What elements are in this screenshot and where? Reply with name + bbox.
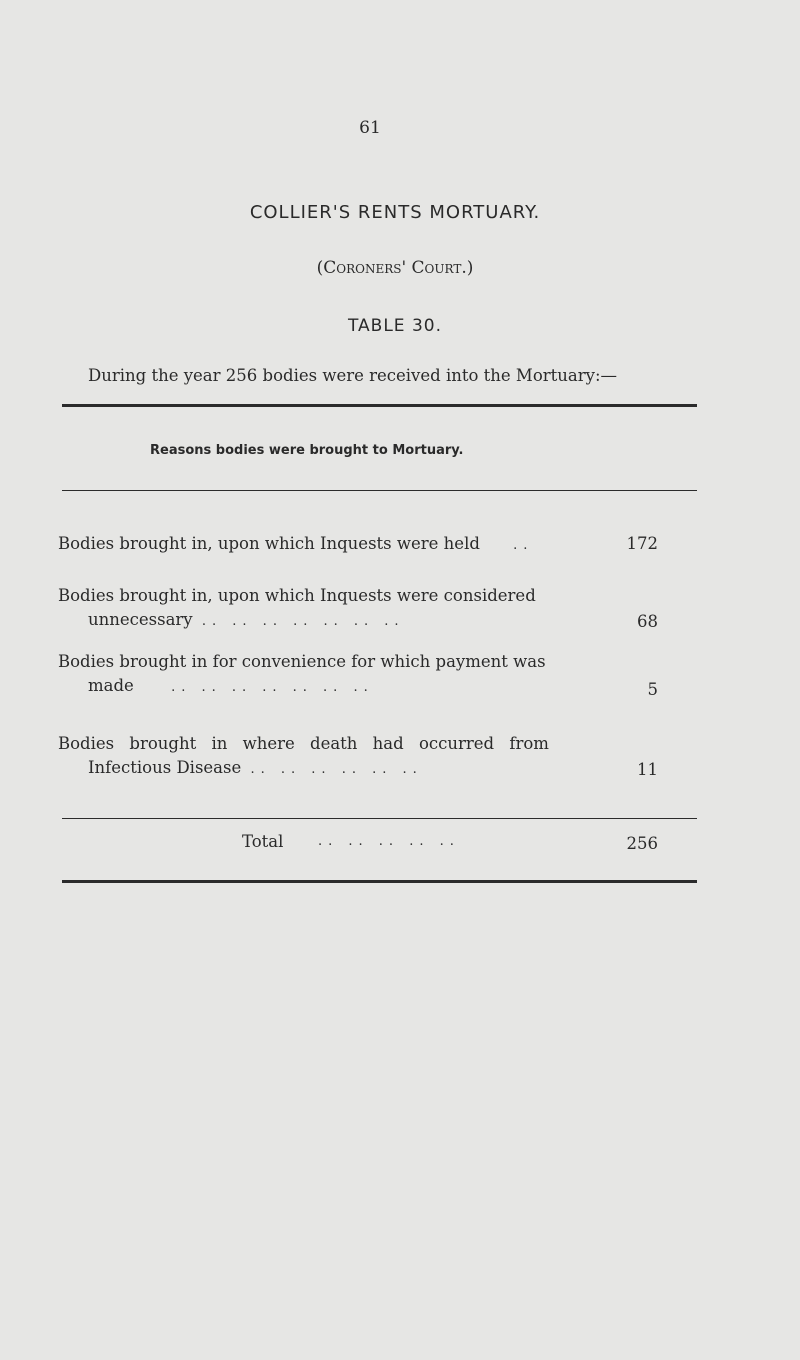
row-label: Bodies brought in where death had occurred from: [58, 734, 549, 753]
page-title: COLLIER'S RENTS MORTUARY.: [249, 202, 541, 223]
row-value: 68: [637, 612, 658, 631]
row-label: Bodies brought in, upon which Inquests were considered: [58, 586, 536, 605]
row-leaders: .. .. .. .. .. .. ..: [171, 680, 374, 695]
total-value: 256: [626, 834, 658, 853]
row-label-cont: Infectious Disease .. .. .. .. .. ..: [88, 758, 423, 777]
table-row: [58, 584, 658, 634]
bottom-rule: [62, 880, 697, 883]
row-label-cont: unnecessary .. .. .. .. .. .. ..: [88, 610, 405, 629]
table-header: Reasons bodies were brought to Mortuary.: [150, 443, 464, 458]
header-rule: [62, 490, 697, 491]
table-label: TABLE 30.: [347, 316, 442, 336]
total-label: Total: [242, 832, 284, 851]
row-value: 172: [626, 534, 658, 553]
row-label-cont: made .. .. .. .. .. .. ..: [88, 676, 374, 695]
row-value: 11: [637, 760, 658, 779]
page-number: 61: [359, 118, 381, 138]
table-row: [58, 650, 658, 700]
row-label: Bodies brought in for convenience for which payment was: [58, 652, 546, 671]
table-row: [58, 732, 658, 782]
row-leaders: ..: [513, 538, 534, 553]
row-label: Bodies brought in, upon which Inquests were held ..: [58, 534, 534, 553]
table-row: [58, 532, 658, 558]
intro-text: During the year 256 bodies were received into the Mortuary:—: [88, 366, 617, 385]
top-rule: [62, 404, 697, 407]
total-rule: [62, 818, 697, 819]
row-leaders: .. .. .. .. .. .. ..: [201, 614, 405, 629]
total-leaders: .. .. .. .. ..: [318, 834, 460, 849]
row-value: 5: [647, 680, 658, 699]
row-leaders: .. .. .. .. .. ..: [250, 762, 423, 777]
page-subtitle: (Coroners' Court.): [316, 258, 474, 278]
